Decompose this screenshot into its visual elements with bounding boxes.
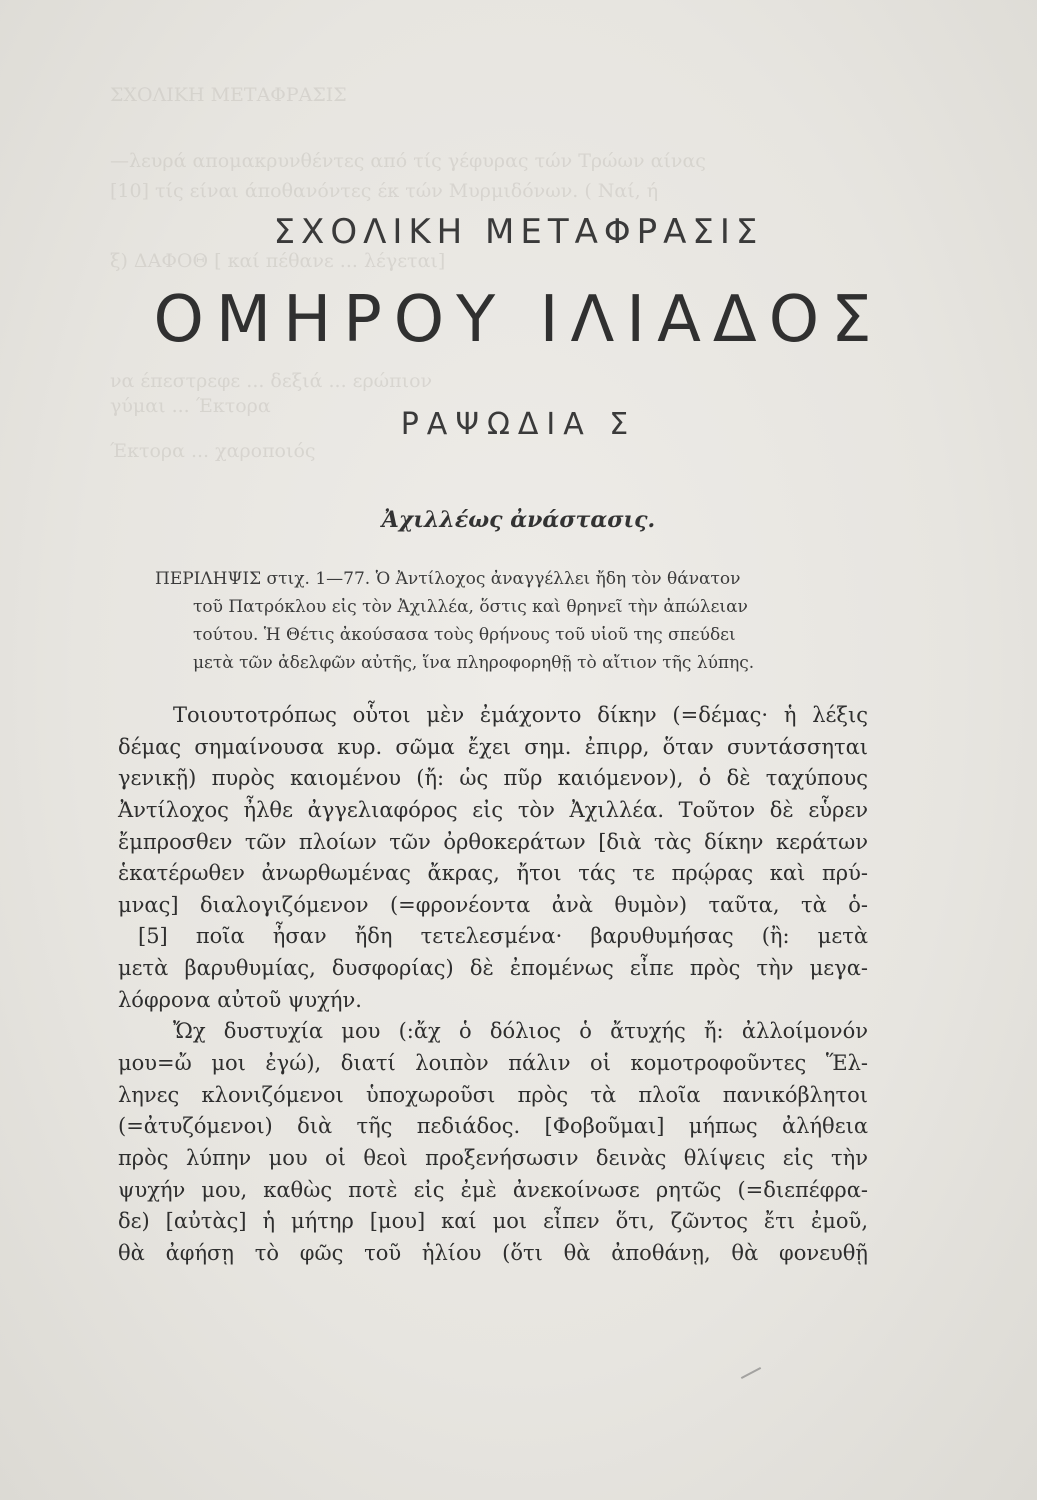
body-line: πρὸς λύπην μου οἱ θεοὶ προξενήσωσιν δεινὰς θλίψεις εἰς τὴν bbox=[118, 1145, 868, 1170]
body-line: ἔμπροσθεν τῶν πλοίων τῶν ὀρθοκεράτων [διὰ τὰς δίκην κεράτων bbox=[118, 829, 868, 854]
body-line: δέμας σημαίνουσα κυρ. σῶμα ἔχει σημ. ἐπιρρ, ὅταν συντάσσηται bbox=[118, 734, 868, 759]
book-title: ΡΑΨΩΔΙΑ Σ bbox=[400, 407, 637, 442]
translation-body bbox=[118, 700, 868, 1270]
body-line: λόφρονα αὐτοῦ ψυχήν. bbox=[118, 987, 362, 1012]
bleed-through-line: ΣΧΟΛΙΚΗ ΜΕΤΑΦΡΑΣΙΣ bbox=[110, 84, 347, 106]
body-line: Ὤχ δυστυχία μου (:ἄχ ὁ δόλιος ὁ ἄτυχής ἤ: ἀλλοίμονόν bbox=[173, 1019, 868, 1044]
summary-line: τούτου. Ἡ Θέτις ἀκούσασα τοὺς θρήνους τοῦ υἱοῦ της σπεύδει bbox=[193, 625, 736, 645]
bleed-through-line: [10] τίς είναι άποθανόντες έκ τών Μυρμιδόνων. ( Ναί, ή bbox=[110, 180, 659, 202]
summary-line: ΠΕΡΙΛΗΨΙΣ στιχ. 1—77. Ὁ Ἀντίλοχος ἀναγγέλλει ἤδη τὸν θάνατον bbox=[155, 569, 741, 589]
summary-line: μετὰ τῶν ἀδελφῶν αὐτῆς, ἵνα πληροφορηθῇ τὸ αἴτιον τῆς λύπης. bbox=[193, 653, 755, 673]
body-line: Ἀντίλοχος ἦλθε ἀγγελιαφόρος εἰς τὸν Ἀχιλλέα. Τοῦτον δὲ εὗρεν bbox=[118, 797, 868, 822]
bleed-through-line: γύμαι ... Έκτορα bbox=[110, 395, 271, 417]
body-line: [5] ποῖα ἦσαν ἤδη τετελεσμένα· βαρυθυμήσας (ἢ: μετὰ bbox=[138, 924, 868, 949]
body-line: Τοιουτοτρόπως οὗτοι μὲν ἐμάχοντο δίκην (=δέμας· ἡ λέξις bbox=[173, 703, 868, 727]
body-line: (=ἀτυζόμενοι) διὰ τῆς πεδιάδος. [Φοβοῦμαι] μήπως ἀλήθεια bbox=[118, 1114, 868, 1139]
body-line: μετὰ βαρυθυμίας, δυσφορίας) δὲ ἐπομένως εἶπε πρὸς τὴν μεγα- bbox=[118, 956, 868, 981]
summary-block bbox=[155, 565, 915, 677]
chapter-subtitle: Ἀχιλλέως ἀνάστασις. bbox=[381, 507, 656, 533]
body-line: μου=ὤ μοι ἐγώ), διατί λοιπὸν πάλιν οἱ κομοτροφοῦντες Ἕλ- bbox=[118, 1051, 868, 1076]
work-title: ΟΜΗΡΟΥ ΙΛΙΑΔΟΣ bbox=[153, 283, 884, 357]
series-title: ΣΧΟΛΙΚΗ ΜΕΤΑΦΡΑΣΙΣ bbox=[273, 212, 764, 252]
body-line: γενικῇ) πυρὸς καιομένου (ἤ: ὡς πῦρ καιόμενον), ὁ δὲ ταχύπους bbox=[118, 766, 868, 791]
body-line: δε) [αὐτὰς] ἡ μήτηρ [μου] καί μοι εἶπεν ὅτι, ζῶντος ἔτι ἐμοῦ, bbox=[118, 1209, 868, 1234]
body-line: ἑκατέρωθεν ἀνωρθωμένας ἄκρας, ἤτοι τάς τε πρῴρας καὶ πρύ- bbox=[118, 861, 868, 886]
bleed-through-line: —λευρά απομακρυνθέντες από τίς γέφυρας τών Τρώων αίνας bbox=[110, 150, 706, 172]
body-line: ληνες κλονιζόμενοι ὑποχωροῦσι πρὸς τὰ πλοῖα πανικόβλητοι bbox=[118, 1082, 868, 1107]
bleed-through-line: Έκτορα ... χαροποιός bbox=[110, 440, 316, 462]
ink-mark bbox=[741, 1367, 761, 1379]
body-line: θὰ ἀφήσῃ τὸ φῶς τοῦ ἡλίου (ὅτι θὰ ἀποθάνῃ, θὰ φονευθῇ bbox=[118, 1240, 868, 1265]
body-line: ψυχήν μου, καθὼς ποτὲ εἰς ἐμὲ ἀνεκοίνωσε ρητῶς (=διεπέφρα- bbox=[118, 1177, 868, 1202]
body-line: μνας] διαλογιζόμενον (=φρονέοντα ἀνὰ θυμὸν) ταῦτα, τὰ ὁ- bbox=[118, 892, 868, 917]
bleed-through-line: να έπεστρεφε ... δεξιά ... ερώπιον bbox=[110, 370, 433, 392]
bleed-through-line: ξ) ΔΑΦΟΘ [ καί πέθανε ... λέγεται] bbox=[110, 250, 446, 272]
summary-line: τοῦ Πατρόκλου εἰς τὸν Ἀχιλλέα, ὅστις καὶ θρηνεῖ τὴν ἀπώλειαν bbox=[193, 597, 748, 617]
